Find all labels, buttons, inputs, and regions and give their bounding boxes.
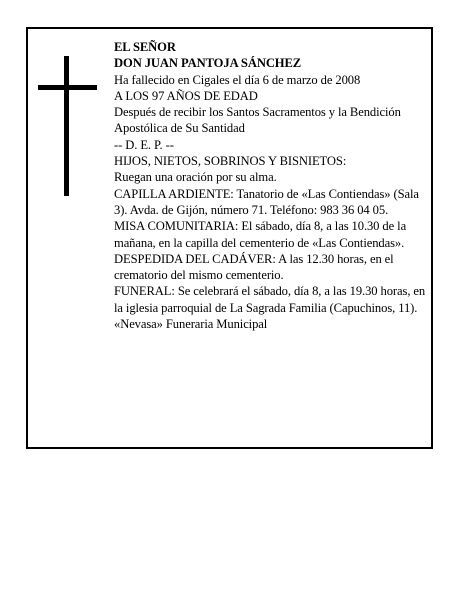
age: A LOS 97 AÑOS DE EDAD	[114, 88, 258, 103]
funeral-home: «Nevasa» Funeraria Municipal	[114, 317, 268, 332]
cross-vertical-bar	[64, 56, 69, 196]
sacraments: Después de recibir los Santos Sacramentos y la Bendición Apostólica de Su Santidad	[114, 105, 401, 136]
death-info: Ha fallecido en Cigales el día 6 de marzo de 2008	[114, 72, 361, 87]
cross-horizontal-bar	[38, 85, 97, 90]
obituary-text	[114, 39, 432, 332]
funeral-info: FUNERAL: Se celebrará el sábado, día 8, a las 19.30 horas, en la iglesia parroquial de La Sagrada Familia (Capuchinos, 11).	[114, 284, 426, 315]
prayer-line: Ruegan una oración por su alma.	[114, 170, 277, 185]
farewell-info: DESPEDIDA DEL CADÁVER: A las 12.30 horas, en el crematorio del mismo cementerio.	[114, 251, 394, 283]
dep-line: -- D. E. P. --	[114, 137, 174, 152]
deceased-name: DON JUAN PANTOJA SÁNCHEZ	[114, 56, 302, 71]
family-line: HIJOS, NIETOS, SOBRINOS Y BISNIETOS:	[114, 154, 347, 169]
chapel-info: CAPILLA ARDIENTE: Tanatorio de «Las Contiendas» (Sala 3). Avda. de Gijón, número 71. Teléfono: 983 36 04 05.	[114, 186, 419, 217]
mass-info: MISA COMUNITARIA: El sábado, día 8, a las 10.30 de la mañana, en la capilla del cementerio de «Las Contiendas».	[114, 219, 407, 250]
title: EL SEÑOR	[114, 40, 176, 54]
